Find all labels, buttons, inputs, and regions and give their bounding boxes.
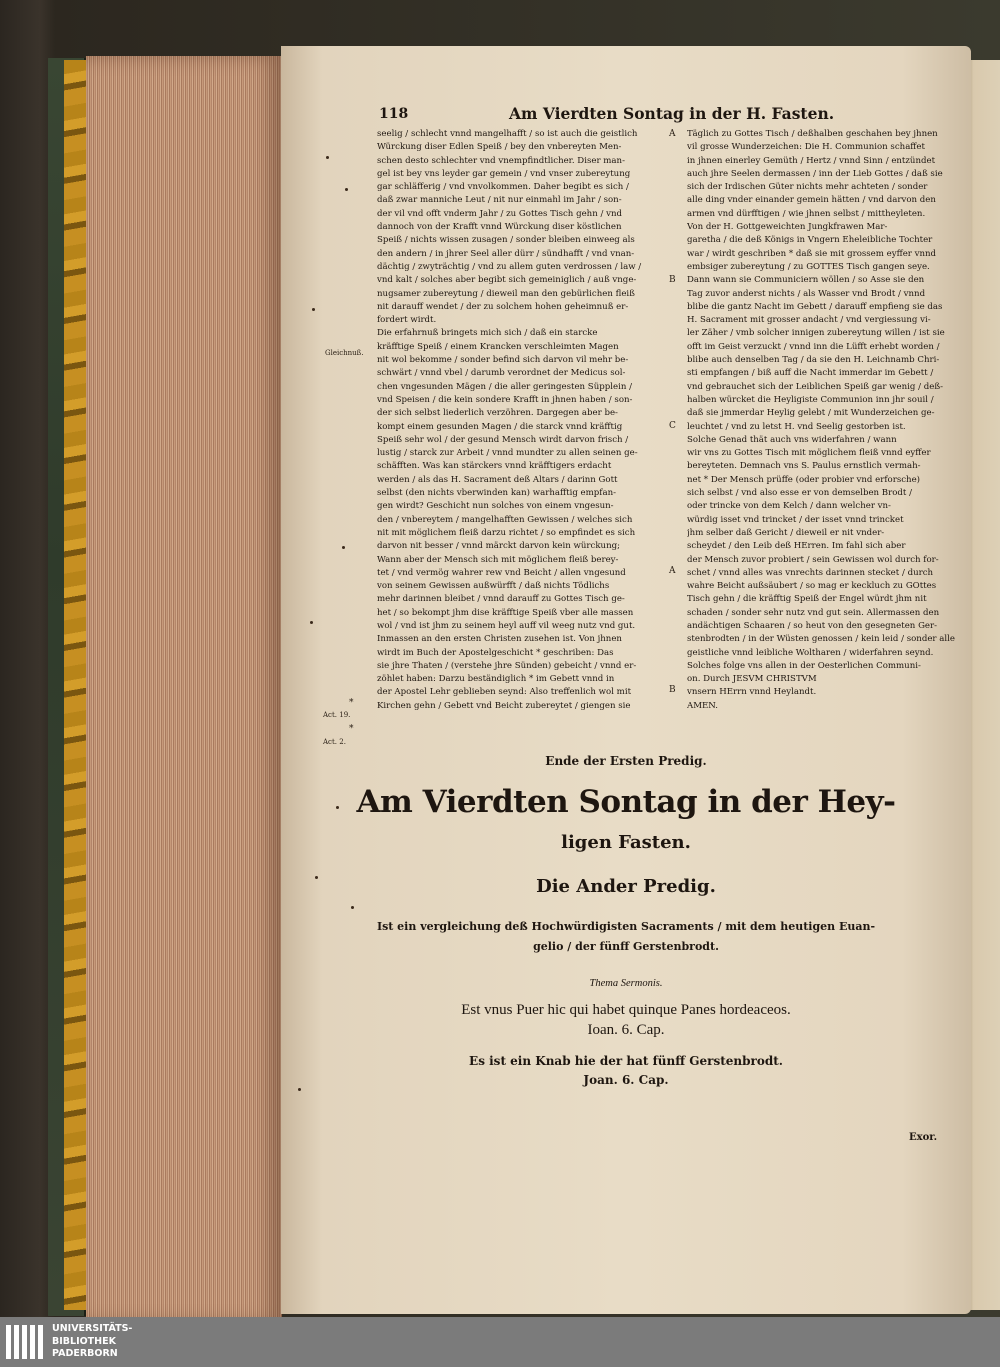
right-column-line: alle ding vnder einander gemein hätten / vnd darvon den <box>687 195 936 206</box>
left-column-line: vnd kalt / solches aber begibt sich gemeiniglich / auß vnge- <box>377 275 637 286</box>
left-column-line: gen wirdt? Geschicht nun solches von einem vngesun- <box>377 501 614 512</box>
right-column-line: würdig isset vnd trincket / der isset vnnd trincket <box>687 514 904 525</box>
left-text-column <box>377 128 674 713</box>
library-line2: BIBLIOTHEK <box>52 1335 116 1347</box>
sermon-title-line2: ligen Fasten. <box>561 832 691 853</box>
margin-note-act19: Act. 19. <box>323 711 351 719</box>
page-number: 118 <box>379 106 409 122</box>
right-column-line: der Mensch zuvor probiert / sein Gewissen wol durch for- <box>687 554 939 565</box>
left-column-line: seelig / schlecht vnnd mangelhafft / so ist auch die geistlich <box>377 129 638 139</box>
section-letter-a2: A <box>669 566 676 576</box>
right-column-line: AMEN. <box>687 700 718 711</box>
left-column-line: tet / vnd vermög wahrer rew vnd Beicht / allen vngesund <box>377 567 626 578</box>
left-column-line: dächtig / zwyträchtig / vnd zu allem guten verdrossen / law / <box>377 261 642 272</box>
second-sermon-heading: Die Ander Predig. <box>536 876 716 897</box>
margin-asterisk-2: * <box>349 724 354 734</box>
margin-note-act2: Act. 2. <box>323 738 346 746</box>
left-column-line: den andern / in jhrer Seel aller dürr / sündhafft / vnd vnan- <box>377 248 635 259</box>
subject-line1: Ist ein vergleichung deß Hochwürdigisten Sacraments / mit dem heutigen Euan- <box>376 920 876 933</box>
right-column-line: leuchtet / vnd zu letst H. vnd Seelig gestorben ist. <box>687 421 906 432</box>
catchword: Exor. <box>909 1132 938 1143</box>
left-column-line: zöhlet haben: Darzu beständiglich * im Gebett vnnd in <box>377 674 615 685</box>
left-column-line: darvon nit besser / vnnd märckt darvon kein würckung; <box>377 541 621 552</box>
right-column-line: armen vnd dürfftigen / wie jhnen selbst / mittheyleten. <box>687 208 926 219</box>
right-column-line: stenbrodten / in der Wüsten genossen / kein leid / sonder alle <box>687 634 955 645</box>
page-edges <box>86 56 282 1317</box>
library-line3: PADERBORN <box>52 1348 118 1359</box>
left-column-line: kräfftige Speiß / einem Krancken verschleimten Magen <box>377 341 619 352</box>
right-column-line: geistliche vnnd leibliche Woltharen / widerfahren seynd. <box>687 647 934 658</box>
left-column-line: sie jhre Thaten / (verstehe jhre Sünden) gebeicht / vnnd er- <box>377 660 637 671</box>
library-line1: UNIVERSITÄTS- <box>52 1323 133 1334</box>
right-column-line: offt im Geist verzuckt / vnnd inn die Lüfft erhebt worden / <box>687 341 940 352</box>
right-column-line: bereyteten. Demnach vns S. Paulus ernstlich vermah- <box>687 461 921 472</box>
left-column-line: chen vngesunden Mägen / die aller geringesten Süpplein / <box>377 381 632 392</box>
german-quote: Es ist ein Knab hie der hat fünff Gerstenbrodt. <box>469 1054 783 1068</box>
left-column-line: Die erfahrnuß bringets mich sich / daß ein starcke <box>377 328 598 339</box>
left-column-line: gel ist bey vns leyder gar gemein / vnd vnser zubereytung <box>377 168 631 179</box>
latin-reference: Ioan. 6. Cap. <box>587 1022 665 1038</box>
right-column-line: on. Durch JESVM CHRISTVM <box>687 674 817 685</box>
left-column-line: Kirchen gehn / Gebett vnd Beicht zubereytet / giengen sie <box>377 700 631 711</box>
section-letter-a: A <box>669 129 676 139</box>
left-column-line: selbst (den nichts vberwinden kan) warhafftig empfan- <box>377 488 617 499</box>
left-column-line: daß zwar manniche Leut / nit nur einmahl im Jahr / son- <box>377 195 622 206</box>
left-column-line: nit darauff wendet / der zu solchem hohen geheimnuß er- <box>377 301 629 312</box>
right-column-line: schet / vnnd alles was vnrechts darinnen stecket / durch <box>687 567 934 578</box>
right-column-line: war / wirdt geschriben * daß sie mit grossem eyffer vnnd <box>687 248 937 259</box>
left-column-line: der sich selbst liederlich verzöhren. Dargegen aber be- <box>377 408 618 419</box>
right-column-line: Tag zuvor anderst nichts / als Wasser vnd Brodt / vnnd <box>687 288 926 299</box>
left-column-line: den / vnbereytem / mangelhafften Gewissen / welches sich <box>377 514 633 525</box>
right-column-line: sti empfangen / biß auff die Nacht immerdar im Gebett / <box>687 368 934 379</box>
end-of-first-sermon: Ende der Ersten Predig. <box>545 754 707 768</box>
section-letter-c: C <box>669 421 676 431</box>
right-column-line: in jhnen einerley Gemüth / Hertz / vnnd Sinn / entzündet <box>687 155 936 166</box>
right-column-line: sich selbst / vnd also esse er von demselben Brodt / <box>687 488 912 499</box>
right-column-line: net * Der Mensch prüffe (oder probier vnd erforsche) <box>687 474 921 485</box>
right-column-line: wahre Beicht außsäubert / so mag er keckluch zu GOttes <box>687 581 937 592</box>
left-column-line: der Apostel Lehr geblieben seynd: Also treffenlich wol mit <box>377 687 632 698</box>
right-column-line: Von der H. Gottgeweichten Jungkfrawen Mar- <box>687 222 888 233</box>
right-column-line: Solches folge vns allen in der Oesterlichen Communi- <box>687 660 921 671</box>
thema-sermonis: Thema Sermonis. <box>589 978 663 989</box>
german-reference: Joan. 6. Cap. <box>583 1073 669 1087</box>
left-column-line: schwärt / vnnd vbel / darumb verordnet der Medicus sol- <box>377 368 626 379</box>
running-head: Am Vierdten Sontag in der H. Fasten. <box>509 104 835 123</box>
library-footer <box>0 1317 1000 1367</box>
right-column-line: blibe die gantz Nacht im Gebett / darauff empfieng sie das <box>687 301 943 312</box>
right-column-line: Dann wann sie Communiciern wöllen / so Asse sie den <box>687 275 925 286</box>
right-column-line: Tisch gehn / die kräfftig Speiß der Engel würdt jhm nit <box>687 594 927 605</box>
left-column-line: schäfften. Was kan stärckers vnnd kräfftigers erdacht <box>377 461 612 472</box>
left-column-line: nugsamer zubereytung / dieweil man den gebürlichen fleiß <box>377 288 635 299</box>
left-column-line: von seinem Gewissen außwürfft / daß nichts Tödlichs <box>377 581 610 592</box>
left-column-line: nit wol bekomme / sonder befind sich darvon vil mehr be- <box>377 355 629 366</box>
left-column-line: der vil vnd offt vnderm Jahr / zu Gottes Tisch gehn / vnd <box>377 208 622 219</box>
right-column-line: H. Sacrament mit grosser andacht / vnd vergiessung vi- <box>687 315 931 326</box>
left-column-line: Würckung diser Edlen Speiß / bey den vnbereyten Men- <box>377 142 622 153</box>
left-column-line: werden / als das H. Sacrament deß Altars / darinn Gott <box>377 474 618 485</box>
right-column-line: embsiger zubereytung / zu GOTTES Tisch gangen seye. <box>687 261 930 272</box>
left-column-line: Speiß sehr wol / der gesund Mensch wirdt darvon frisch / <box>377 434 629 445</box>
left-column-line: kompt einem gesunden Magen / die starck vnnd kräfftig <box>377 421 623 432</box>
left-column-line: Inmassen an den ersten Christen zusehen ist. Von jhnen <box>377 634 622 645</box>
right-column-line: blibe auch denselben Tag / da sie den H. Leichnamb Chri- <box>687 355 940 366</box>
library-name <box>52 1323 132 1361</box>
margin-note-gleichnuss: Gleichnuß. <box>325 349 364 357</box>
section-letter-b: B <box>669 275 676 285</box>
left-column-line: Wann aber der Mensch sich mit möglichem fleiß berey- <box>377 554 619 565</box>
right-column-line: sich der Irdischen Güter nichts mehr achteten / sonder <box>687 182 928 193</box>
subject-line2: gelio / der fünff Gerstenbrodt. <box>533 940 719 953</box>
left-column-line: gar schläfferig / vnd vnvolkommen. Daher begibt es sich / <box>377 182 629 193</box>
left-column-line: Speiß / nichts wissen zusagen / sonder bleiben einweeg als <box>377 235 635 246</box>
section-letter-b2: B <box>669 685 676 695</box>
right-text-column <box>687 128 955 713</box>
right-column-line: vnsern HErrn vnnd Heylandt. <box>687 687 817 698</box>
sermon-title-line1: Am Vierdten Sontag in der Hey- <box>356 784 896 820</box>
right-column-line: daß sie jmmerdar Heylig gelebt / mit Wunderzeichen ge- <box>687 408 935 419</box>
left-column-line: dannoch von der Krafft vnnd Würckung diser köstlichen <box>377 222 622 233</box>
left-column-line: wol / vnd ist jhm zu seinem heyl auff vil weeg nutz vnd gut. <box>377 620 636 631</box>
right-column-line: wir vns zu Gottes Tisch mit möglichem fleiß vnnd eyffer <box>687 448 931 459</box>
left-column-line: schen desto schlechter vnd vnempfindtlicher. Diser man- <box>377 155 625 166</box>
left-column-line: het / so bekompt jhm dise kräfftige Speiß vber alle massen <box>377 607 634 618</box>
right-column-line: scheydet / den Leib deß HErren. Im fahl sich aber <box>687 541 906 552</box>
left-column-line: fordert wirdt. <box>377 315 437 326</box>
right-column-line: jhm selber daß Gericht / dieweil er nit vnder- <box>687 527 885 538</box>
margin-asterisk-1: * <box>349 698 354 708</box>
right-column-line: garetha / die deß Königs in Vngern Eheleibliche Tochter <box>687 235 933 246</box>
left-column-line: mehr darinnen bleibet / vnnd darauff zu Gottes Tisch ge- <box>377 594 625 605</box>
right-column-line: schaden / sonder sehr nutz vnd gut sein. Allermassen den <box>687 607 940 618</box>
right-column-line: Solche Genad thät auch vns widerfahren / wann <box>687 434 897 445</box>
left-column-line: nit mit möglichem fleiß darzu richtet / so empfindet es sich <box>377 527 636 538</box>
right-column-line: Täglich zu Gottes Tisch / deßhalben geschahen bey jhnen <box>687 129 938 139</box>
right-column-line: auch jhre Seelen dermassen / inn der Lieb Gottes / daß sie <box>687 168 943 179</box>
right-column-line: halben würcket die Heyligiste Communion inn jhr souil / <box>687 394 934 405</box>
left-column-line: lustig / starck zur Arbeit / vnnd mundter zu allen seinen ge- <box>377 448 638 459</box>
latin-quote: Est vnus Puer hic qui habet quinque Panes hordeaceos. <box>461 1002 791 1018</box>
left-column-line: wirdt im Buch der Apostelgeschicht * geschriben: Das <box>377 647 614 658</box>
book-page <box>281 46 971 1314</box>
library-logo-icon <box>6 1325 43 1359</box>
right-column-line: oder trincke von dem Kelch / dann welcher vn- <box>687 501 891 512</box>
right-column-line: vil grosse Wunderzeichen: Die H. Communion schaffet <box>687 142 925 153</box>
left-column-line: vnd Speisen / die kein sondere Krafft in jhnen haben / son- <box>377 394 633 405</box>
right-column-line: ler Zäher / vmb solcher innigen zubereytung willen / ist sie <box>687 328 945 339</box>
right-column-line: vnd gebrauchet sich der Leiblichen Speiß gar wenig / deß- <box>687 381 943 392</box>
right-column-line: andächtigen Schaaren / so heut von den gesegneten Ger- <box>687 620 938 631</box>
